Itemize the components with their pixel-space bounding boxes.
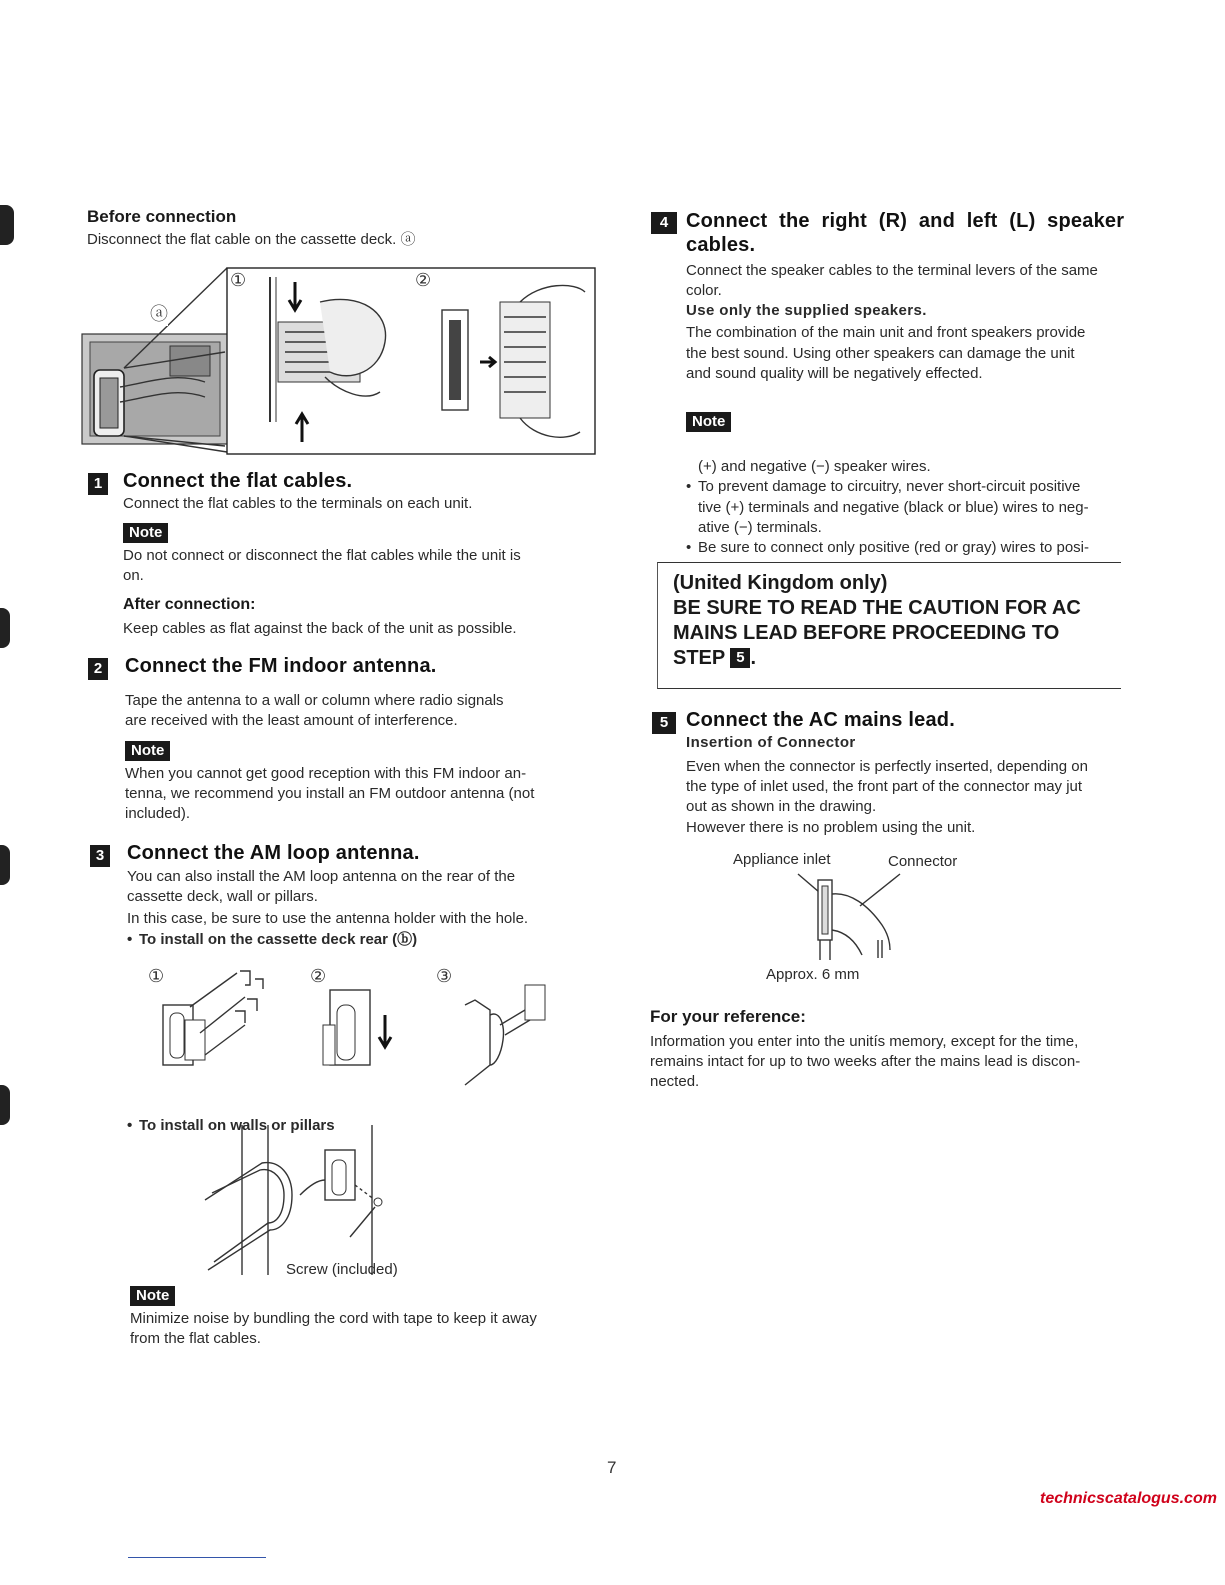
am-figure-label-2: ② bbox=[310, 966, 327, 987]
step-3-marker: 3 bbox=[90, 845, 110, 867]
caution-line-1: (United Kingdom only) bbox=[673, 572, 888, 594]
watermark: technicscatalogus.com bbox=[1040, 1490, 1217, 1507]
step-4-title-1: Connect the right (R) and left (L) speaker bbox=[686, 210, 1125, 232]
step-5-text-1: Even when the connector is perfectly inserted, depending on bbox=[686, 758, 1088, 775]
reference-text-3: nected. bbox=[650, 1073, 700, 1090]
step-3-note-label: Note bbox=[130, 1286, 175, 1306]
scan-edge-mark bbox=[0, 205, 14, 245]
step-4-text-1: Connect the speaker cables to the terminal levers of the same bbox=[686, 262, 1098, 279]
step-2-text-2: are received with the least amount of interference. bbox=[125, 712, 458, 729]
step-2-text-1: Tape the antenna to a wall or column where radio signals bbox=[125, 692, 504, 709]
step-2-note-label: Note bbox=[125, 741, 170, 761]
appliance-inlet-label: Appliance inlet bbox=[733, 851, 831, 868]
step-2-note-1: When you cannot get good reception with this FM indoor an- bbox=[125, 765, 527, 782]
step-3-text-2: cassette deck, wall or pillars. bbox=[127, 888, 318, 905]
step-1-note-text-2: on. bbox=[123, 567, 144, 584]
reference-text-1: Information you enter into the unitís memory, except for the time, bbox=[650, 1033, 1079, 1050]
caution-line-3: MAINS LEAD BEFORE PROCEEDING TO bbox=[673, 622, 1060, 644]
screw-label: Screw (included) bbox=[286, 1261, 398, 1278]
reference-title: For your reference: bbox=[650, 1007, 806, 1026]
scan-edge-mark bbox=[0, 845, 10, 885]
step-1-note-label: Note bbox=[123, 523, 168, 543]
step-5-subtitle: Insertion of Connector bbox=[686, 734, 856, 751]
step-4-note-label: Note bbox=[686, 412, 731, 432]
connector-label: Connector bbox=[888, 853, 958, 870]
figure-label-2: ② bbox=[415, 270, 432, 291]
step-4-note-bullet-2-cont-1: tive (+) terminals and negative (black or blue) wires to neg- bbox=[698, 499, 1089, 516]
step-4-note-bullet-1-cont: (+) and negative (−) speaker wires. bbox=[698, 458, 931, 475]
ac-inlet-figure bbox=[790, 870, 910, 965]
figure-label-a: ⓐ bbox=[150, 300, 168, 326]
step-4-marker: 4 bbox=[651, 212, 677, 234]
scan-edge-mark bbox=[0, 1085, 10, 1125]
before-connection-text: Disconnect the flat cable on the cassette deck. ⓐ bbox=[87, 231, 416, 248]
step-2-note-2: tenna, we recommend you install an FM outdoor antenna (not bbox=[125, 785, 535, 802]
caution-step-ref: 5 bbox=[730, 648, 750, 668]
step-4-note-bullet-2-cont-2: ative (−) terminals. bbox=[698, 519, 822, 536]
step-3-note-2: from the flat cables. bbox=[130, 1330, 261, 1347]
step-2-title: Connect the FM indoor antenna. bbox=[125, 655, 437, 677]
step-3-text-3: In this case, be sure to use the antenna holder with the hole. bbox=[127, 910, 529, 927]
step-4-text-4: the best sound. Using other speakers can damage the unit bbox=[686, 345, 1075, 362]
figure-label-1: ① bbox=[230, 270, 247, 291]
step-4-bold-line: Use only the supplied speakers. bbox=[686, 302, 927, 319]
step-1-text: Connect the flat cables to the terminals on each unit. bbox=[123, 495, 473, 512]
flat-cable-figure bbox=[80, 262, 600, 460]
caution-line-2: BE SURE TO READ THE CAUTION FOR AC bbox=[673, 597, 1081, 619]
step-4-text-3: The combination of the main unit and front speakers provide bbox=[686, 324, 1086, 341]
am-figure-label-1: ① bbox=[148, 966, 165, 987]
step-4-note-bullet-1: • To prevent damage to circuitry, never short-circuit positive bbox=[686, 477, 1225, 497]
step-2-note-3: included). bbox=[125, 805, 191, 822]
step-1-title: Connect the flat cables. bbox=[123, 470, 353, 492]
page-number: 7 bbox=[607, 1458, 617, 1477]
step-3-note-1: Minimize noise by bundling the cord with tape to keep it away bbox=[130, 1310, 537, 1327]
caution-line-4: STEP 5 . bbox=[673, 647, 756, 669]
step-3-text-1: You can also install the AM loop antenna on the rear of the bbox=[127, 868, 516, 885]
caution-step-word: STEP bbox=[673, 647, 725, 669]
after-connection-text: Keep cables as flat against the back of the unit as possible. bbox=[123, 620, 517, 637]
before-connection-title: Before connection bbox=[87, 207, 237, 226]
step-3-bullet-walls: • To install on walls or pillars bbox=[127, 1116, 1225, 1136]
step-5-text-3: out as shown in the drawing. bbox=[686, 798, 877, 815]
step-3-title: Connect the AM loop antenna. bbox=[127, 842, 420, 864]
step-4-title-2: cables. bbox=[686, 234, 756, 256]
step-4-text-2: color. bbox=[686, 282, 722, 299]
step-3-bullet-deck-rear: • To install on the cassette deck rear (ⓑ) bbox=[127, 930, 1225, 950]
after-connection-title: After connection: bbox=[123, 596, 256, 613]
step-1-note-text-1: Do not connect or disconnect the flat cables while the unit is bbox=[123, 547, 521, 564]
step-4-note-bullet-2: • Be sure to connect only positive (red or gray) wires to posi- bbox=[686, 538, 1225, 558]
approx-6mm-label: Approx. 6 mm bbox=[766, 966, 860, 983]
scan-edge-mark bbox=[0, 608, 10, 648]
step-4-text-5: and sound quality will be negatively effected. bbox=[686, 365, 983, 382]
step-5-text-2: the type of inlet used, the front part of the connector may jut bbox=[686, 778, 1083, 795]
step-5-marker: 5 bbox=[652, 712, 676, 734]
step-5-title: Connect the AC mains lead. bbox=[686, 709, 955, 731]
bottom-rule bbox=[128, 1557, 266, 1558]
am-deck-rear-figure bbox=[145, 965, 565, 1090]
uk-caution-box bbox=[657, 562, 1121, 689]
reference-text-2: remains intact for up to two weeks after the mains lead is discon- bbox=[650, 1053, 1081, 1070]
step-1-marker: 1 bbox=[88, 473, 108, 495]
step-2-marker: 2 bbox=[88, 658, 108, 680]
am-figure-label-3: ③ bbox=[436, 966, 453, 987]
step-5-text-4: However there is no problem using the unit. bbox=[686, 819, 976, 836]
